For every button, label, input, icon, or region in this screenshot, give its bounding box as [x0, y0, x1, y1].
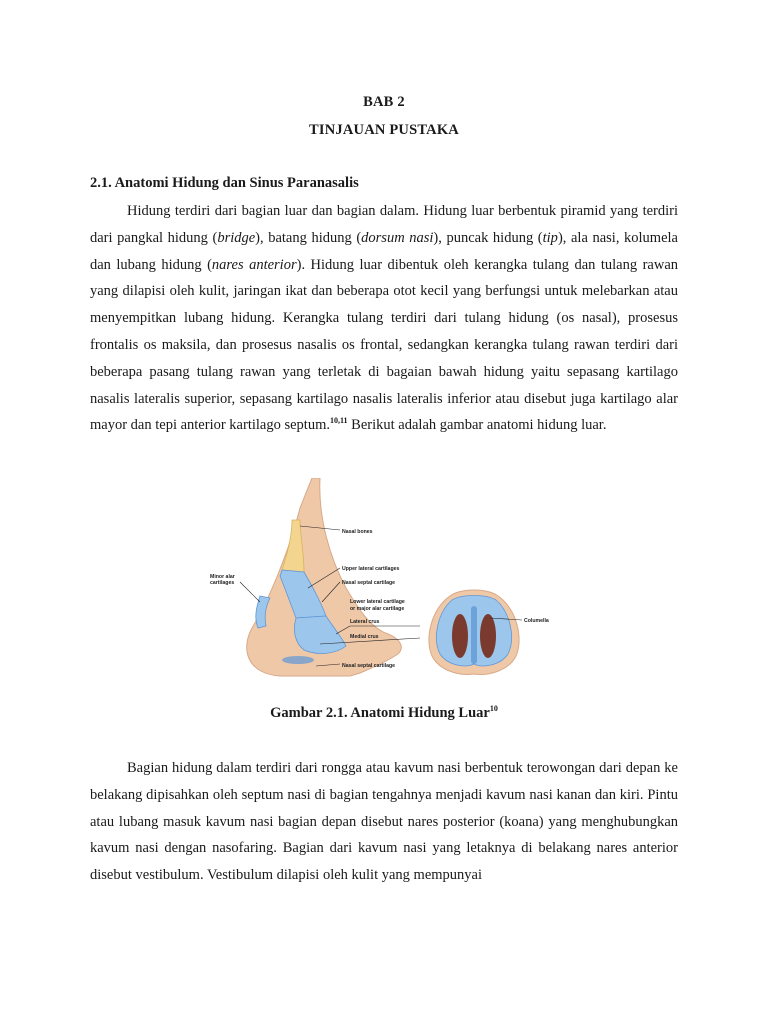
- label-major-alar-cartilage: or major alar cartilage: [350, 606, 405, 612]
- label-medial-crus: Medial crus: [350, 634, 379, 640]
- label-minor-alar-cartilages: cartilages: [210, 580, 235, 586]
- text-run: ), batang hidung (: [255, 229, 362, 246]
- text-run: ), ala nasi, kolumela dan lubang hidung (: [90, 229, 678, 273]
- nose-anatomy-figure: [200, 478, 572, 678]
- text-run: Berikut adalah gambar anatomi hidung luar.: [347, 417, 607, 434]
- text-run: ), puncak hidung (: [433, 229, 543, 246]
- left-nostril: [452, 614, 468, 658]
- label-lateral-crus: Lateral crus: [350, 619, 380, 625]
- caption-text: Gambar 2.1. Anatomi Hidung Luar: [270, 705, 490, 721]
- paragraph-inner-nose: [90, 755, 678, 889]
- label-upper-lateral-cartilages: Upper lateral cartilages: [342, 566, 400, 572]
- label-lower-lateral-cartilage: Lower lateral cartilage: [350, 599, 405, 605]
- columella-shape: [471, 606, 477, 664]
- section-heading: 2.1. Anatomi Hidung dan Sinus Paranasalis: [90, 175, 359, 191]
- term-bridge: bridge: [217, 229, 256, 246]
- term-nares-anterior: nares anterior: [211, 256, 297, 273]
- term-dorsum-nasi: dorsum nasi: [361, 229, 434, 246]
- label-nasal-bones: Nasal bones: [342, 529, 373, 535]
- nostril-rim: [282, 656, 314, 664]
- term-tip: tip: [542, 229, 558, 246]
- figure-caption: [0, 705, 768, 722]
- nasal-bone-shape: [282, 520, 304, 572]
- label-minor-alar: Minor alar: [210, 574, 235, 580]
- chapter-number: BAB 2: [363, 94, 405, 110]
- label-nasal-septal-cartilage: Nasal septal cartilage: [342, 580, 396, 586]
- chapter-title: TINJAUAN PUSTAKA: [309, 122, 459, 138]
- text-run: ). Hidung luar dibentuk oleh kerangka tulang dan tulang rawan yang dilapisi oleh kulit, jaringan ikat dan beberapa otot kecil yang berfungsi untuk melebarkan atau menyempitkan lubang hidung. Kerangka tulang terdiri dari tulang hidung (os nasal), prosesus frontalis os maksila, dan prosesus nasalis os frontal, sedangkan kerangka tulang rawan terdiri dari beberapa pasang tulang rawan yang terletak di bagaian bawah hidung yaitu sepasang kartilago nasalis lateralis superior, sepasang kartilago nasalis lateralis inferior atau disebut juga kartilago alar mayor dan tepi anterior kartilago septum.: [90, 256, 679, 434]
- text-run: Hidung terdiri dari bagian luar dan bagian dalam. Hidung luar berbentuk piramid yang terdiri dari pangkal hidung (: [90, 203, 678, 246]
- citation-superscript: 10,11: [329, 416, 348, 426]
- label-nasal-septal-cartilage-bottom: Nasal septal cartilage: [342, 663, 396, 669]
- label-columella: Columella: [524, 618, 549, 624]
- paragraph-anatomy-intro: [90, 198, 678, 439]
- right-nostril: [480, 614, 496, 658]
- text-run: Bagian hidung dalam terdiri dari rongga atau kavum nasi berbentuk terowongan dari depan ke belakang dipisahkan oleh septum nasi di bagian tengahnya menjadi kavum nasi kanan dan kiri. Pintu atau lubang masuk kavum nasi bagian depan disebut nares posterior (koana) yang menghubungkan kavum nasi dengan nasofaring. Bagian dari kavum nasi yang letaknya di belakang nares anterior disebut vestibulum. Vestibulum dilapisi oleh kulit yang mempunyai: [90, 760, 678, 884]
- caption-citation: 10: [489, 704, 498, 714]
